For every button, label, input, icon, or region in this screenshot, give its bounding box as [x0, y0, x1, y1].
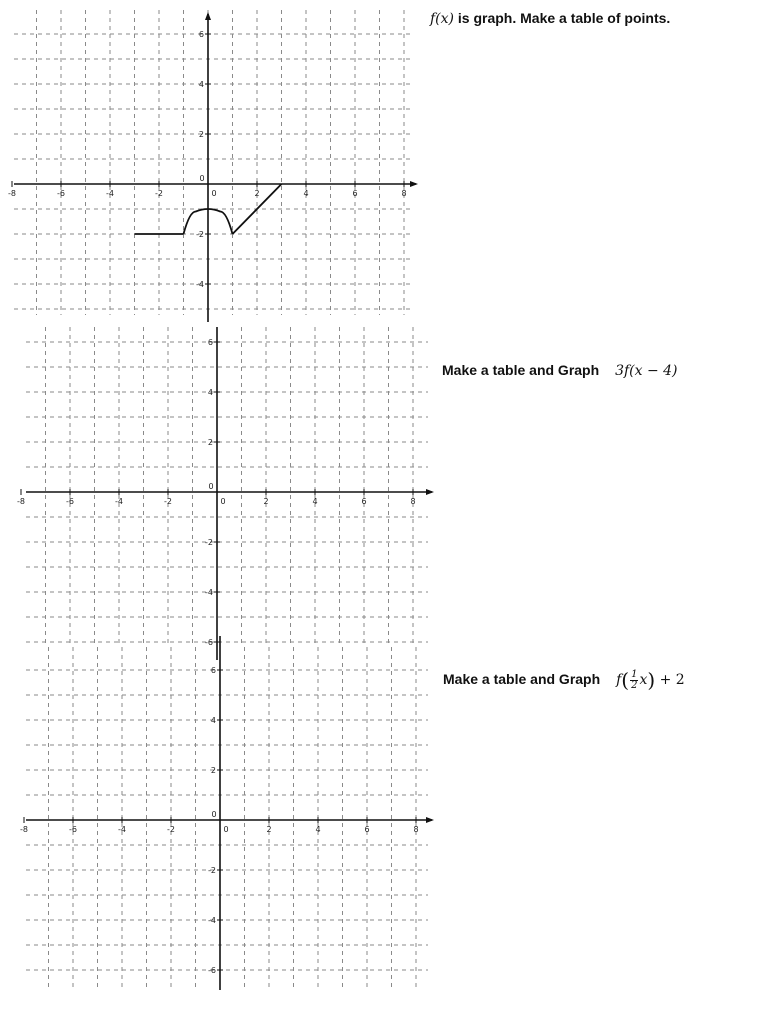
x-tick-label: 6 [361, 497, 367, 506]
prompt-3 [443, 668, 685, 692]
x-tick-label: -6 [57, 189, 65, 198]
y-tick-label: -2 [196, 230, 204, 239]
x-tick-label: 2 [254, 189, 260, 198]
x-tick-label: -2 [167, 825, 175, 834]
prompt-1-text: is graph. Make a table of points. [454, 10, 671, 26]
origin-label-y: 0 [199, 174, 205, 183]
prompt-3-denominator: 2 [631, 679, 638, 691]
x-tick-label: 6 [352, 189, 358, 198]
x-tick-label: 2 [263, 497, 269, 506]
y-tick-label: 2 [198, 130, 204, 139]
prompt-2 [442, 362, 678, 379]
x-tick-label: 4 [303, 189, 309, 198]
x-tick-label: 6 [364, 825, 370, 834]
y-tick-label: -4 [196, 280, 204, 289]
x-tick-label: 2 [266, 825, 272, 834]
y-tick-label: 6 [207, 338, 213, 347]
origin-label-y: 0 [211, 810, 217, 819]
y-tick-label: -2 [208, 866, 216, 875]
prompt-3-tail: + 2 [659, 672, 685, 688]
y-axis-arrow [205, 12, 211, 20]
x-tick-label: -6 [69, 825, 77, 834]
y-tick-label: -4 [208, 916, 216, 925]
x-axis-arrow [410, 181, 418, 187]
x-tick-label: 8 [401, 189, 407, 198]
y-tick-label: 2 [207, 438, 213, 447]
origin-label-y: 0 [208, 482, 214, 491]
x-tick-label: -2 [164, 497, 172, 506]
prompt-1 [430, 10, 670, 27]
x-tick-label: -4 [118, 825, 126, 834]
x-axis-arrow [426, 817, 434, 823]
y-tick-label: -4 [205, 588, 213, 597]
prompt-2-text: Make a table and Graph [442, 362, 600, 378]
y-tick-label: 6 [198, 30, 204, 39]
prompt-1-function: f(x) [430, 11, 455, 27]
prompt-3-expression: f( $\frac{1}{2}$ x) + 2 [616, 668, 685, 692]
prompt-2-expression: 3f(x − 4) [615, 363, 678, 379]
origin-label-x: 0 [211, 189, 217, 198]
prompt-3-f: f [616, 672, 622, 688]
y-tick-label: -6 [205, 638, 213, 647]
prompt-3-fraction [630, 670, 638, 691]
y-tick-label: 6 [210, 666, 216, 675]
y-tick-label: 2 [210, 766, 216, 775]
y-tick-label: -2 [205, 538, 213, 547]
prompt-3-x: x [639, 672, 648, 688]
x-tick-label: 8 [413, 825, 419, 834]
y-tick-label: 4 [207, 388, 213, 397]
x-tick-label: -8 [8, 189, 16, 198]
y-tick-label: 4 [210, 716, 216, 725]
x-tick-label: 4 [315, 825, 321, 834]
y-tick-label: -6 [208, 966, 216, 975]
x-axis-arrow [426, 489, 434, 495]
x-tick-label: 4 [312, 497, 318, 506]
origin-label-x: 0 [223, 825, 229, 834]
prompt-3-numerator: 1 [631, 668, 638, 680]
x-tick-label: 8 [410, 497, 416, 506]
x-tick-label: -2 [155, 189, 163, 198]
x-tick-label: -8 [17, 497, 25, 506]
x-tick-label: -4 [115, 497, 123, 506]
x-tick-label: -8 [20, 825, 28, 834]
origin-label-x: 0 [220, 497, 226, 506]
y-tick-label: 4 [198, 80, 204, 89]
prompt-3-text: Make a table and Graph [443, 671, 601, 687]
x-tick-label: -6 [66, 497, 74, 506]
x-tick-label: -4 [106, 189, 114, 198]
